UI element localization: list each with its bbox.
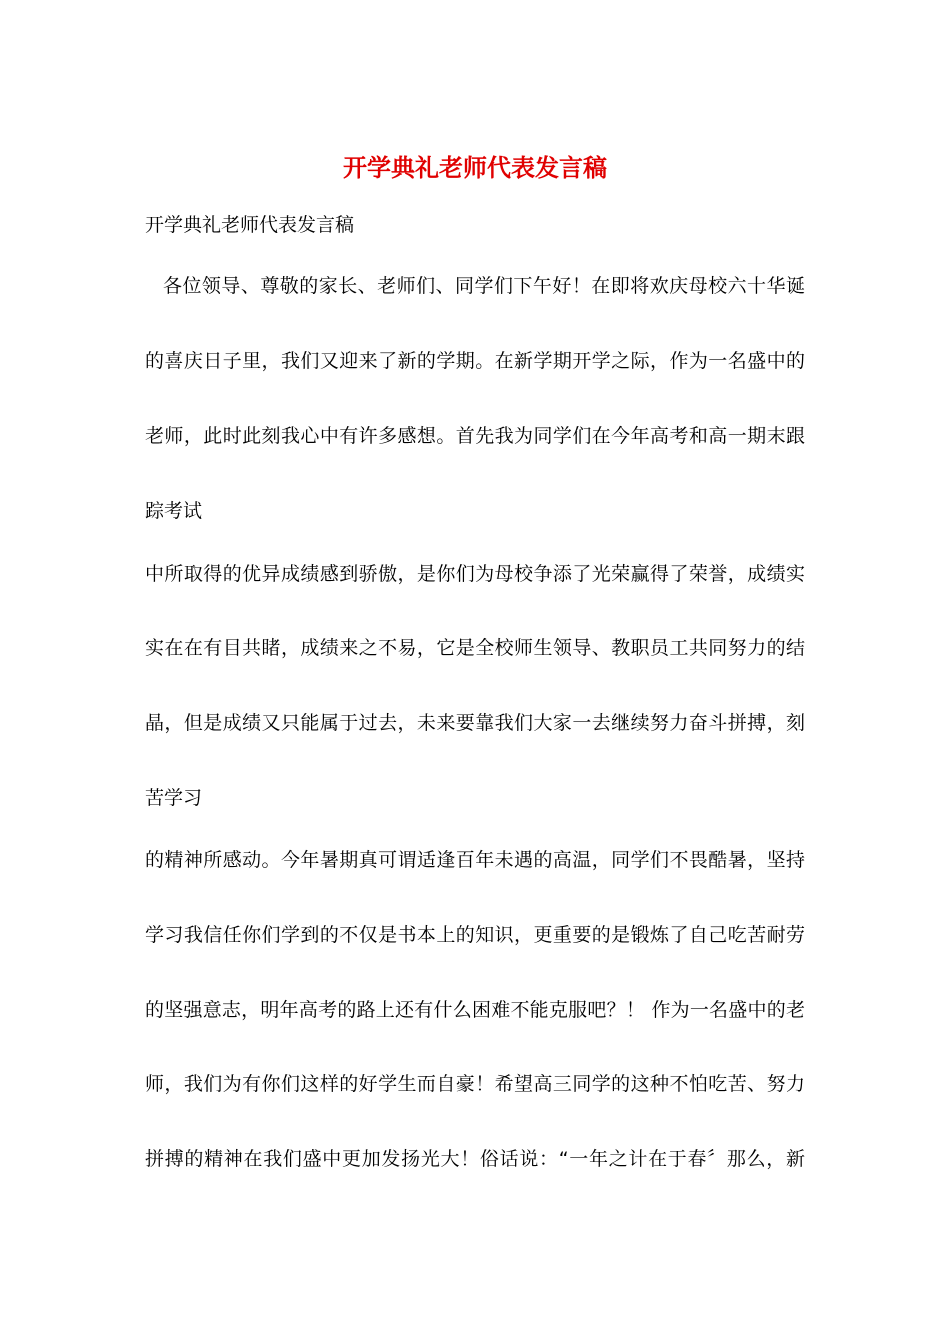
paragraph-line: 晶，但是成绩又只能属于过去，未来要靠我们大家一去继续努力奋斗拼搏，刻 [145,712,805,734]
document-title: 开学典礼老师代表发言稿 [343,153,607,182]
paragraph-line: 的坚强意志，明年高考的路上还有什么困难不能克服吧？！ 作为一名盛中的老 [145,999,805,1021]
paragraph-line: 各位领导、尊敬的家长、老师们、同学们下午好！在即将欢庆母校六十华诞 [163,275,805,297]
paragraph-line: 拼搏的精神在我们盛中更加发扬光大！俗话说：“一年之计在于春〞那么，新 [145,1148,805,1170]
paragraph-line: 中所取得的优异成绩感到骄傲，是你们为母校争添了光荣赢得了荣誉，成绩实 [145,563,805,585]
paragraph-line: 学习我信任你们学到的不仅是书本上的知识，更重要的是锻炼了自己吃苦耐劳 [145,924,805,946]
paragraph-line: 的喜庆日子里，我们又迎来了新的学期。在新学期开学之际，作为一名盛中的 [145,350,805,372]
paragraph-line: 苦学习 [145,787,203,809]
paragraph-line: 的精神所感动。今年暑期真可谓适逢百年未遇的高温，同学们不畏酷暑，坚持 [145,849,805,871]
paragraph-line: 老师，此时此刻我心中有许多感想。首先我为同学们在今年高考和高一期末跟 [145,425,805,447]
paragraph-line: 踪考试 [145,500,203,522]
paragraph-line: 实在在有目共睹，成绩来之不易，它是全校师生领导、教职员工共同努力的结 [145,637,805,659]
paragraph-line: 师，我们为有你们这样的好学生而自豪！希望高三同学的这种不怕吃苦、努力 [145,1073,805,1095]
document-subtitle: 开学典礼老师代表发言稿 [145,214,355,236]
